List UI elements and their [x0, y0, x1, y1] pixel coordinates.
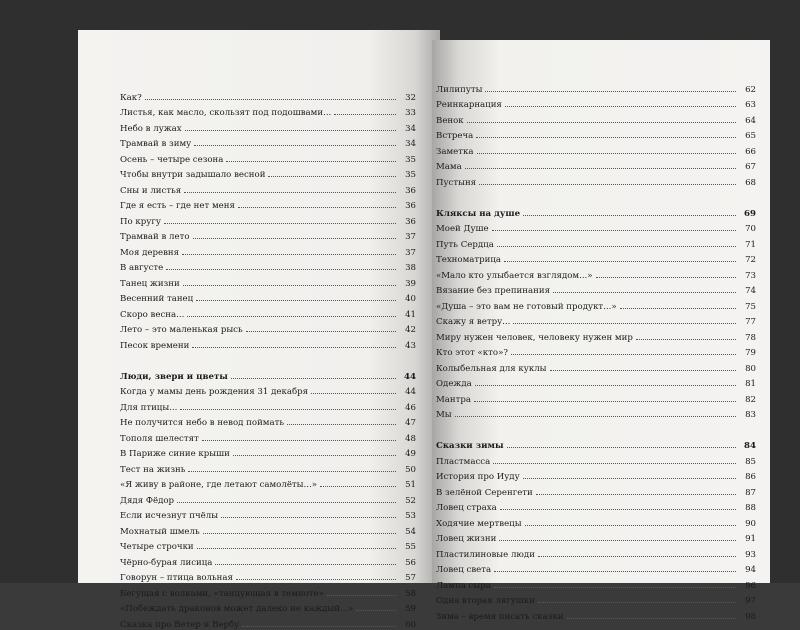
- toc-page-number: 35: [405, 170, 416, 180]
- toc-entry: [436, 560, 756, 576]
- toc-dot-leader: [511, 354, 736, 355]
- toc-entry: [120, 118, 416, 134]
- toc-entry-title: Техноматрица: [436, 255, 502, 265]
- toc-page-number: 62: [745, 84, 756, 95]
- toc-entry: [436, 172, 756, 188]
- toc-page-number: 77: [745, 317, 756, 327]
- toc-dot-leader: [334, 114, 396, 115]
- toc-dot-leader: [477, 153, 737, 154]
- toc-page-number: 81: [745, 379, 756, 389]
- toc-entry: [436, 358, 756, 374]
- toc-entry-title: По кругу: [120, 216, 161, 227]
- toc-entry: [436, 467, 756, 483]
- toc-entry: [436, 405, 756, 421]
- toc-entry-title: Люди, звери и цветы: [120, 371, 228, 382]
- toc-entry: [120, 614, 416, 630]
- toc-entry-title: Сказка про Ветер и Вербу: [120, 619, 240, 630]
- toc-page-number: 36: [405, 185, 416, 196]
- toc-entry-title: Кто этот «кто»?: [436, 348, 508, 358]
- toc-entry-title: Ходячие мертвецы: [436, 518, 522, 529]
- toc-spacer: [436, 188, 756, 204]
- toc-page-number: 36: [405, 201, 416, 211]
- toc-entry-title: Колыбельная для куклы: [436, 363, 547, 374]
- toc-dot-leader: [567, 618, 736, 619]
- toc-dot-leader: [493, 463, 736, 464]
- toc-entry-title: Четыре строчки: [120, 542, 194, 552]
- toc-entry-title: Мы: [436, 410, 452, 420]
- toc-page-number: 47: [405, 418, 416, 428]
- toc-page-number: 39: [405, 278, 416, 289]
- toc-page-number: 55: [405, 542, 416, 552]
- toc-entry: [120, 134, 416, 150]
- toc-page-number: 36: [405, 216, 416, 227]
- toc-entry-title: Песок времени: [120, 340, 190, 351]
- toc-page-number: 68: [745, 177, 756, 188]
- toc-entry-title: Моей Душе: [436, 224, 489, 234]
- toc-page-number: 54: [405, 526, 416, 537]
- toc-entry-title: Сказки зимы: [436, 441, 504, 451]
- toc-page-number: 74: [745, 286, 756, 296]
- toc-entry-title: Лето – это маленькая рысь: [120, 325, 243, 335]
- toc-dot-leader: [505, 106, 736, 107]
- toc-page-number: 50: [405, 464, 416, 475]
- toc-page-number: 37: [405, 247, 416, 258]
- toc-entry: [120, 180, 416, 196]
- toc-dot-leader: [474, 401, 736, 402]
- toc-dot-leader: [465, 168, 736, 169]
- toc-dot-leader: [182, 254, 396, 255]
- toc-entry: [436, 281, 756, 297]
- toc-page-number: 71: [745, 239, 756, 250]
- toc-page-number: 52: [405, 495, 416, 506]
- toc-entry-title: Если исчезнут пчёлы: [120, 511, 219, 521]
- toc-dot-leader: [327, 595, 396, 596]
- toc-entry: [120, 149, 416, 165]
- toc-page-number: 66: [745, 146, 756, 157]
- toc-dot-leader: [203, 533, 396, 534]
- toc-entry: [120, 397, 416, 413]
- toc-dot-leader: [538, 602, 736, 603]
- toc-dot-leader: [494, 571, 736, 572]
- toc-dot-leader: [202, 440, 396, 441]
- toc-entry: [436, 591, 756, 607]
- toc-entry: [436, 157, 756, 173]
- toc-dot-leader: [188, 471, 396, 472]
- toc-entry-title: «Я живу в районе, где летают самолёты...»: [120, 480, 317, 490]
- toc-dot-leader: [185, 130, 396, 131]
- right-table-of-contents: [436, 79, 756, 622]
- left-table-of-contents: [120, 87, 416, 630]
- toc-dot-leader: [183, 285, 396, 286]
- toc-dot-leader: [196, 300, 396, 301]
- toc-section-heading: [436, 203, 756, 219]
- toc-entry-title: История про Иуду: [436, 472, 520, 482]
- toc-entry: [436, 343, 756, 359]
- toc-entry: [120, 289, 416, 305]
- toc-page-number: 44: [404, 371, 416, 382]
- toc-dot-leader: [596, 277, 736, 278]
- toc-entry-title: Скоро весна...: [120, 309, 185, 320]
- toc-dot-leader: [550, 370, 736, 371]
- toc-entry-title: Трамвай в зиму: [120, 139, 192, 149]
- toc-dot-leader: [467, 122, 736, 123]
- toc-page-number: 79: [745, 348, 756, 358]
- toc-dot-leader: [221, 517, 396, 518]
- toc-entry: [120, 87, 416, 103]
- toc-entry-title: Весенний танец: [120, 294, 194, 304]
- toc-entry-title: Небо в лужах: [120, 123, 182, 134]
- toc-entry: [120, 273, 416, 289]
- toc-entry: [436, 529, 756, 545]
- toc-entry: [120, 242, 416, 258]
- toc-dot-leader: [356, 610, 396, 611]
- toc-page-number: 42: [405, 325, 416, 335]
- toc-entry-title: Трамвай в лето: [120, 232, 190, 242]
- toc-entry-title: Кляксы на душе: [436, 208, 521, 219]
- toc-page-number: 91: [745, 534, 756, 544]
- toc-entry-title: В августе: [120, 263, 164, 273]
- toc-page-number: 96: [745, 580, 756, 591]
- toc-page-number: 38: [405, 263, 416, 273]
- toc-entry-title: Осень – четыре сезона: [120, 154, 224, 165]
- toc-entry-title: Вязание без препинания: [436, 286, 550, 296]
- toc-dot-leader: [320, 486, 396, 487]
- toc-dot-leader: [197, 548, 396, 549]
- toc-entry-title: Когда у мамы день рождения 31 декабря: [120, 387, 309, 397]
- toc-entry-title: Миру нужен человек, человеку нужен мир: [436, 332, 633, 343]
- toc-entry-title: Зима – время писать сказки: [436, 611, 564, 622]
- toc-entry-title: «Душа – это вам не готовый продукт...»: [436, 301, 617, 312]
- toc-entry: [436, 110, 756, 126]
- toc-entry: [120, 304, 416, 320]
- toc-entry: [436, 95, 756, 111]
- toc-page-number: 40: [405, 294, 416, 304]
- toc-entry-title: Где я есть – где нет меня: [120, 201, 235, 211]
- toc-entry-title: Пластмасса: [436, 456, 491, 467]
- toc-page-number: 60: [405, 619, 416, 630]
- toc-entry: [436, 482, 756, 498]
- toc-entry-title: Ловец страха: [436, 503, 497, 513]
- toc-entry-title: Мама: [436, 162, 462, 172]
- toc-dot-leader: [236, 579, 396, 580]
- toc-entry-title: Пустыня: [436, 177, 477, 188]
- toc-dot-leader: [194, 145, 396, 146]
- toc-dot-leader: [525, 525, 736, 526]
- toc-dot-leader: [536, 494, 736, 495]
- toc-entry: [120, 227, 416, 243]
- toc-page-number: 35: [405, 154, 416, 165]
- toc-entry-title: Одна вторая лягушки: [436, 596, 535, 606]
- toc-entry-title: Путь Сердца: [436, 239, 494, 250]
- toc-dot-leader: [145, 99, 396, 100]
- toc-entry: [120, 320, 416, 336]
- toc-dot-leader: [475, 385, 736, 386]
- toc-page-number: 78: [745, 332, 756, 343]
- toc-page-number: 64: [745, 115, 756, 126]
- toc-dot-leader: [492, 230, 736, 231]
- toc-page-number: 97: [745, 596, 756, 606]
- toc-entry-title: Скажу я ветру...: [436, 317, 511, 327]
- toc-entry: [436, 544, 756, 560]
- toc-dot-leader: [523, 478, 736, 479]
- toc-entry: [120, 490, 416, 506]
- toc-entry: [120, 552, 416, 568]
- toc-dot-leader: [231, 378, 396, 379]
- toc-entry-title: Как?: [120, 92, 142, 103]
- toc-entry: [436, 374, 756, 390]
- toc-dot-leader: [636, 339, 736, 340]
- toc-entry: [436, 79, 756, 95]
- toc-section-heading: [436, 436, 756, 452]
- toc-page-number: 34: [405, 123, 416, 134]
- toc-entry-title: Лампа сыра: [436, 580, 491, 591]
- toc-page-number: 49: [405, 449, 416, 459]
- toc-spacer: [120, 351, 416, 367]
- toc-page-number: 51: [405, 480, 416, 490]
- toc-dot-leader: [184, 192, 396, 193]
- toc-entry: [436, 327, 756, 343]
- toc-entry: [120, 444, 416, 460]
- toc-entry: [120, 521, 416, 537]
- toc-entry: [120, 506, 416, 522]
- toc-dot-leader: [192, 347, 396, 348]
- toc-page-number: 34: [405, 139, 416, 149]
- toc-entry-title: Танец жизни: [120, 278, 180, 289]
- toc-dot-leader: [242, 626, 396, 627]
- toc-page-number: 63: [745, 100, 756, 110]
- toc-entry-title: Чёрно-бурая лисица: [120, 557, 213, 568]
- toc-entry: [436, 389, 756, 405]
- toc-page-number: 46: [405, 402, 416, 413]
- toc-dot-leader: [494, 587, 736, 588]
- toc-entry: [120, 382, 416, 398]
- toc-dot-leader: [238, 207, 396, 208]
- toc-entry-title: Не получится небо в невод поймать: [120, 418, 285, 428]
- toc-section-heading: [120, 366, 416, 382]
- toc-entry-title: В Париже синие крыши: [120, 449, 230, 459]
- toc-entry-title: В зелёной Серенгети: [436, 487, 533, 498]
- toc-page-number: 59: [405, 604, 416, 614]
- toc-entry: [120, 568, 416, 584]
- toc-page-number: 75: [745, 301, 756, 312]
- toc-entry: [120, 196, 416, 212]
- toc-entry-title: Лилипуты: [436, 84, 483, 95]
- toc-entry-title: Венок: [436, 115, 464, 126]
- toc-entry-title: Моя деревня: [120, 247, 180, 258]
- toc-page-number: 84: [744, 441, 756, 451]
- toc-entry: [120, 475, 416, 491]
- toc-dot-leader: [246, 331, 396, 332]
- toc-dot-leader: [268, 176, 396, 177]
- toc-page-number: 87: [745, 487, 756, 498]
- toc-entry: [436, 265, 756, 281]
- toc-page-number: 86: [745, 472, 756, 482]
- toc-entry: [436, 126, 756, 142]
- toc-entry-title: Тополя шелестят: [120, 433, 199, 444]
- toc-entry: [120, 428, 416, 444]
- toc-entry: [436, 498, 756, 514]
- toc-dot-leader: [620, 308, 736, 309]
- toc-page-number: 56: [405, 557, 416, 568]
- toc-dot-leader: [180, 409, 396, 410]
- toc-page-number: 90: [745, 518, 756, 529]
- toc-dot-leader: [226, 161, 396, 162]
- toc-entry: [120, 103, 416, 119]
- toc-page-number: 69: [744, 208, 756, 219]
- toc-page-number: 37: [405, 232, 416, 242]
- toc-entry-title: Заметка: [436, 146, 474, 157]
- toc-dot-leader: [479, 184, 736, 185]
- toc-dot-leader: [455, 416, 736, 417]
- toc-entry: [436, 234, 756, 250]
- toc-page-number: 85: [745, 456, 756, 467]
- toc-dot-leader: [193, 238, 396, 239]
- toc-page-number: 53: [405, 511, 416, 521]
- toc-entry: [120, 537, 416, 553]
- toc-entry: [436, 250, 756, 266]
- toc-dot-leader: [177, 502, 396, 503]
- toc-entry: [436, 312, 756, 328]
- toc-dot-leader: [485, 91, 736, 92]
- toc-page-number: 73: [745, 270, 756, 281]
- toc-dot-leader: [166, 269, 396, 270]
- toc-dot-leader: [287, 424, 396, 425]
- toc-entry-title: Ловец света: [436, 565, 492, 575]
- toc-dot-leader: [513, 323, 736, 324]
- toc-page-number: 70: [745, 224, 756, 234]
- toc-entry: [120, 335, 416, 351]
- toc-dot-leader: [507, 447, 736, 448]
- toc-entry-title: Тест на жизнь: [120, 464, 186, 475]
- toc-page-number: 58: [405, 588, 416, 599]
- toc-page-number: 72: [745, 255, 756, 265]
- toc-dot-leader: [215, 564, 396, 565]
- toc-dot-leader: [500, 509, 736, 510]
- toc-entry-title: Мохнатый шмель: [120, 526, 200, 537]
- toc-page-number: 88: [745, 503, 756, 513]
- toc-entry-title: Реинкарнация: [436, 100, 502, 110]
- toc-dot-leader: [187, 316, 396, 317]
- toc-entry-title: Встреча: [436, 131, 474, 141]
- toc-entry: [120, 211, 416, 227]
- toc-page-number: 80: [745, 363, 756, 374]
- toc-page-number: 48: [405, 433, 416, 444]
- toc-page-number: 41: [405, 309, 416, 320]
- toc-entry-title: Чтобы внутри задышало весной: [120, 170, 266, 180]
- toc-entry-title: Ловец жизни: [436, 534, 497, 544]
- toc-entry-title: Мантра: [436, 394, 472, 405]
- toc-entry-title: «Побеждать драконов может далеко не каждый...»: [120, 604, 354, 614]
- toc-page-number: 83: [745, 410, 756, 420]
- toc-dot-leader: [311, 393, 396, 394]
- toc-page-number: 98: [745, 611, 756, 622]
- toc-entry-title: Одежда: [436, 379, 472, 389]
- toc-page-number: 33: [405, 108, 416, 118]
- toc-dot-leader: [233, 455, 396, 456]
- toc-entry-title: Листья, как масло, скользят под подошвами...: [120, 108, 332, 118]
- toc-page-number: 65: [745, 131, 756, 141]
- toc-page-number: 43: [405, 340, 416, 351]
- toc-dot-leader: [499, 540, 736, 541]
- toc-entry: [120, 583, 416, 599]
- toc-entry: [436, 296, 756, 312]
- toc-page-number: 57: [405, 573, 416, 583]
- toc-entry: [120, 599, 416, 615]
- toc-entry-title: Сны и листья: [120, 185, 182, 196]
- toc-page-number: 32: [405, 92, 416, 103]
- toc-entry-title: Пластилиновые люди: [436, 549, 535, 560]
- toc-dot-leader: [476, 137, 736, 138]
- toc-spacer: [436, 420, 756, 436]
- toc-page-number: 44: [405, 387, 416, 397]
- toc-dot-leader: [504, 261, 736, 262]
- toc-dot-leader: [538, 556, 736, 557]
- toc-entry-title: Говорун – птица вольная: [120, 573, 233, 583]
- toc-entry: [120, 258, 416, 274]
- toc-page-number: 67: [745, 162, 756, 172]
- toc-dot-leader: [497, 246, 736, 247]
- toc-entry: [120, 413, 416, 429]
- toc-page-number: 94: [745, 565, 756, 575]
- toc-entry: [120, 459, 416, 475]
- toc-dot-leader: [164, 223, 396, 224]
- toc-dot-leader: [523, 215, 736, 216]
- toc-entry-title: Бегущая с волками, «танцующая в темноте»: [120, 588, 324, 599]
- toc-page-number: 82: [745, 394, 756, 405]
- toc-entry: [436, 513, 756, 529]
- toc-entry: [436, 451, 756, 467]
- toc-entry: [436, 141, 756, 157]
- toc-entry-title: Для птицы...: [120, 402, 178, 413]
- toc-page-number: 93: [745, 549, 756, 560]
- toc-dot-leader: [553, 292, 736, 293]
- toc-entry-title: Дядя Фёдор: [120, 495, 175, 506]
- toc-entry-title: «Мало кто улыбается взглядом...»: [436, 270, 593, 281]
- toc-entry: [436, 219, 756, 235]
- toc-entry: [120, 165, 416, 181]
- toc-entry: [436, 606, 756, 622]
